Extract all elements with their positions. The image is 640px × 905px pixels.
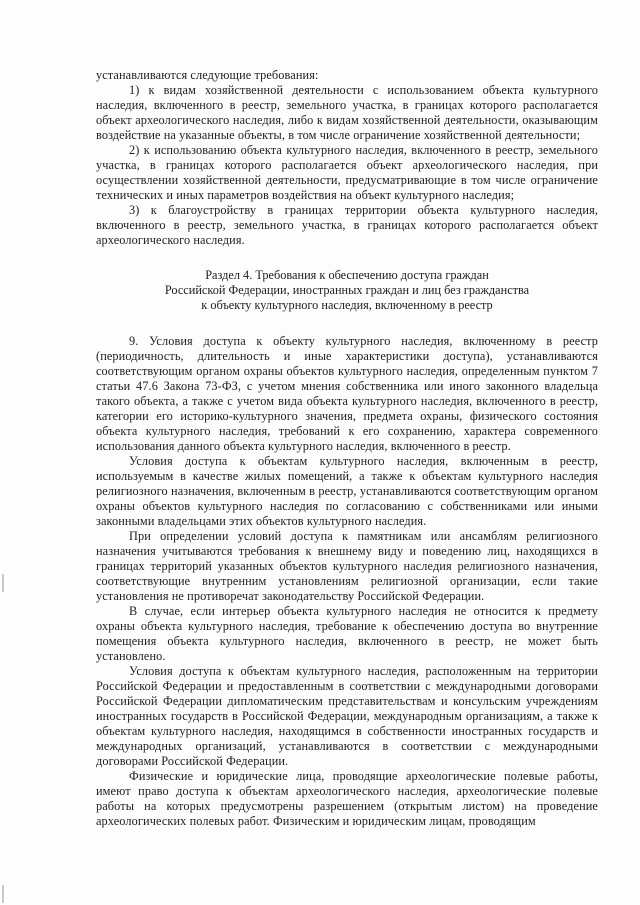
paragraph: При определении условий доступа к памятникам или ансамблям религиозного назначения учитываются требования к внешнему виду и поведению лиц, находящихся в границах территорий указанных объектов культурного наследия религиозного назначения, соответствующие внутренним установлениям религиозной организации, если такие установления не противоречат законодательству Российской Федерации. (96, 529, 598, 603)
paragraph: Условия доступа к объектам культурного наследия, включенным в реестр, используемым в качестве жилых помещений, а также к объектам культурного наследия религиозного назначения, включенным в реестр, устанавливаются соответствующим органом охраны объектов культурного наследия по согласованию с собственниками или иными законными владельцами этих объектов культурного наследия. (96, 454, 598, 528)
section-heading-line: Российской Федерации, иностранных граждан и лиц без гражданства (164, 283, 530, 297)
section-heading (96, 268, 598, 313)
scan-margin-mark (2, 885, 4, 903)
list-item: 3) к благоустройству в границах территории объекта культурного наследия, включенного в реестр, земельного участка, в границах которого располагается объект археологического наследия. (96, 203, 598, 247)
list-item: 2) к использованию объекта культурного наследия, включенного в реестр, земельного участка, в границах которого располагается объект археологического наследия, при осуществлении хозяйственной деятельности, предусматривающие в том числе ограничение технических и иных параметров воздействия на объект культурного наследия; (96, 143, 598, 202)
paragraph: Условия доступа к объектам культурного наследия, расположенным на территории Российской Федерации и предоставленным в соответствии с международными договорами Российской Федерации дипломатическим представительствам и консульским учреждениям иностранных государств в Российской Федерации, международным организациям, а также к объектам культурного наследия, находящимся в собственности иностранных государств и международных организаций, устанавливаются в соответствии с международными договорами Российской Федерации. (96, 664, 598, 768)
document-body (96, 68, 598, 829)
scan-margin-mark (2, 574, 4, 592)
intro-line: устанавливаются следующие требования: (96, 68, 319, 82)
paragraph: 9. Условия доступа к объекту культурного наследия, включенному в реестр (периодичность, длительность и иные характеристики доступа), устанавливаются соответствующим органом охраны объектов культурного наследия, определенным пунктом 7 статьи 47.6 Закона 73-ФЗ, с учетом мнения собственника или иного законного владельца такого объекта, а также с учетом вида объекта культурного наследия, включенного в реестр, категории его историко-культурного значения, предмета охраны, физического состояния объекта культурного наследия, требований к его сохранению, характера современного использования данного объекта культурного наследия, включенного в реестр. (96, 334, 598, 453)
list-item: 1) к видам хозяйственной деятельности с использованием объекта культурного наследия, включенного в реестр, земельного участка, в границах которого располагается объект археологического наследия, либо к видам хозяйственной деятельности, оказывающим воздействие на указанные объекты, в том числе ограничение хозяйственной деятельности; (96, 83, 598, 142)
paragraph: В случае, если интерьер объекта культурного наследия не относится к предмету охраны объекта культурного наследия, требование к обеспечению доступа во внутренние помещения объекта культурного наследия, включенного в реестр, не может быть установлено. (96, 604, 598, 663)
section-heading-line: к объекту культурного наследия, включенному в реестр (201, 298, 493, 312)
paragraph: Физические и юридические лица, проводящие археологические полевые работы, имеют право доступа к объектам археологического наследия, археологические полевые работы на которых предусмотрены разрешением (открытым листом) на проведение археологических полевых работ. Физическим и юридическим лицам, проводящим (96, 769, 598, 828)
section-heading-line: Раздел 4. Требования к обеспечению доступа граждан (205, 268, 489, 282)
